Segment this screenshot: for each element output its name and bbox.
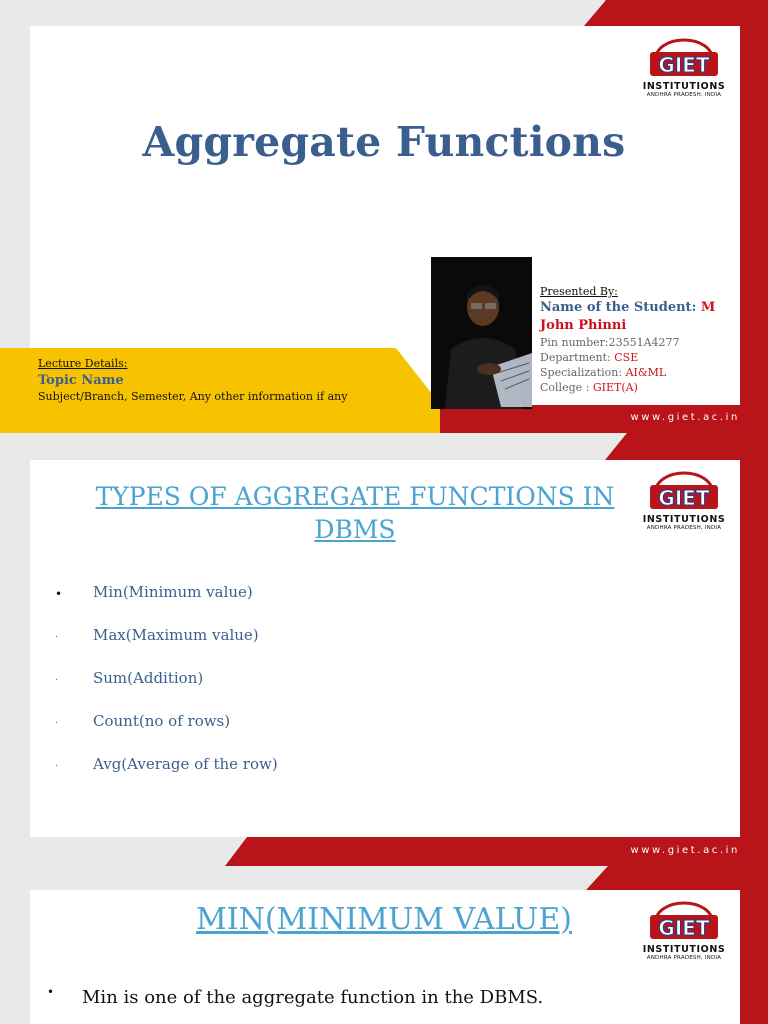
college-label: College : [540, 381, 593, 394]
department-label: Department: [540, 351, 615, 364]
bullet-icon: · [55, 632, 59, 643]
list-item-text: Max(Maximum value) [93, 626, 259, 644]
subject-line: Subject/Branch, Semester, Any other information if any [38, 390, 348, 403]
bullet-icon: · [55, 718, 59, 729]
list-item-text: Avg(Average of the row) [93, 755, 278, 773]
bullet-icon: · [55, 761, 59, 772]
red-accent-right [740, 460, 768, 866]
presented-by-label: Presented By: [540, 285, 618, 298]
specialization-label: Specialization: [540, 366, 626, 379]
website-url: www.giet.ac.in [630, 412, 740, 423]
giet-emblem-icon [644, 38, 724, 80]
pin-label: Pin number: [540, 336, 609, 349]
department [540, 350, 740, 365]
website-url: www.giet.ac.in [630, 845, 740, 856]
giet-emblem-icon [644, 471, 724, 513]
student-name-value-2: John Phinni [540, 318, 627, 333]
bullet-icon: · [55, 675, 59, 686]
pin-value: 23551A4277 [608, 336, 680, 349]
red-accent-right [740, 26, 768, 433]
college [540, 380, 740, 395]
min-description: Min is one of the aggregate function in the DBMS. [82, 987, 544, 1008]
min-title: MIN(MINIMUM VALUE) [196, 902, 572, 937]
list-item-text: Sum(Addition) [93, 669, 204, 687]
bullet-icon: • [47, 985, 55, 999]
institutions-label: INSTITUTIONS [642, 514, 726, 525]
specialization [540, 365, 740, 380]
list-item-text: Min(Minimum value) [93, 583, 253, 601]
slide-title: Aggregate Functions [142, 118, 626, 166]
giet-logo [642, 471, 726, 531]
svg-text:GIET: GIET [658, 486, 710, 510]
bullet-icon: • [55, 587, 63, 601]
student-name-label: Name of the Student: [540, 300, 701, 315]
college-value: GIET(A) [592, 381, 638, 394]
state-label: ANDHRA PRADESH, INDIA [646, 92, 722, 98]
red-accent-top [586, 866, 768, 890]
list-item-text: Count(no of rows) [93, 712, 231, 730]
student-name-value-1: M [700, 300, 716, 315]
title-slide [0, 0, 768, 433]
topic-name: Topic Name [38, 373, 124, 388]
svg-text:GIET: GIET [658, 53, 710, 77]
presenter-photo [431, 257, 532, 409]
state-label: ANDHRA PRADESH, INDIA [646, 525, 722, 531]
pin-number [540, 335, 740, 350]
presenter-image [431, 257, 532, 409]
state-label: ANDHRA PRADESH, INDIA [646, 955, 722, 961]
institutions-label: INSTITUTIONS [642, 944, 726, 955]
svg-text:GIET: GIET [658, 916, 710, 940]
red-accent-top [584, 0, 768, 26]
red-accent-top [605, 433, 768, 460]
institutions-label: INSTITUTIONS [642, 81, 726, 92]
specialization-value: AI&ML [625, 366, 667, 379]
department-value: CSE [614, 351, 639, 364]
lecture-details-label: Lecture Details: [38, 357, 128, 370]
presenter-details [540, 284, 740, 395]
giet-logo [642, 38, 726, 98]
types-title: TYPES OF AGGREGATE FUNCTIONS IN DBMS [95, 482, 615, 544]
student-name [540, 299, 740, 317]
